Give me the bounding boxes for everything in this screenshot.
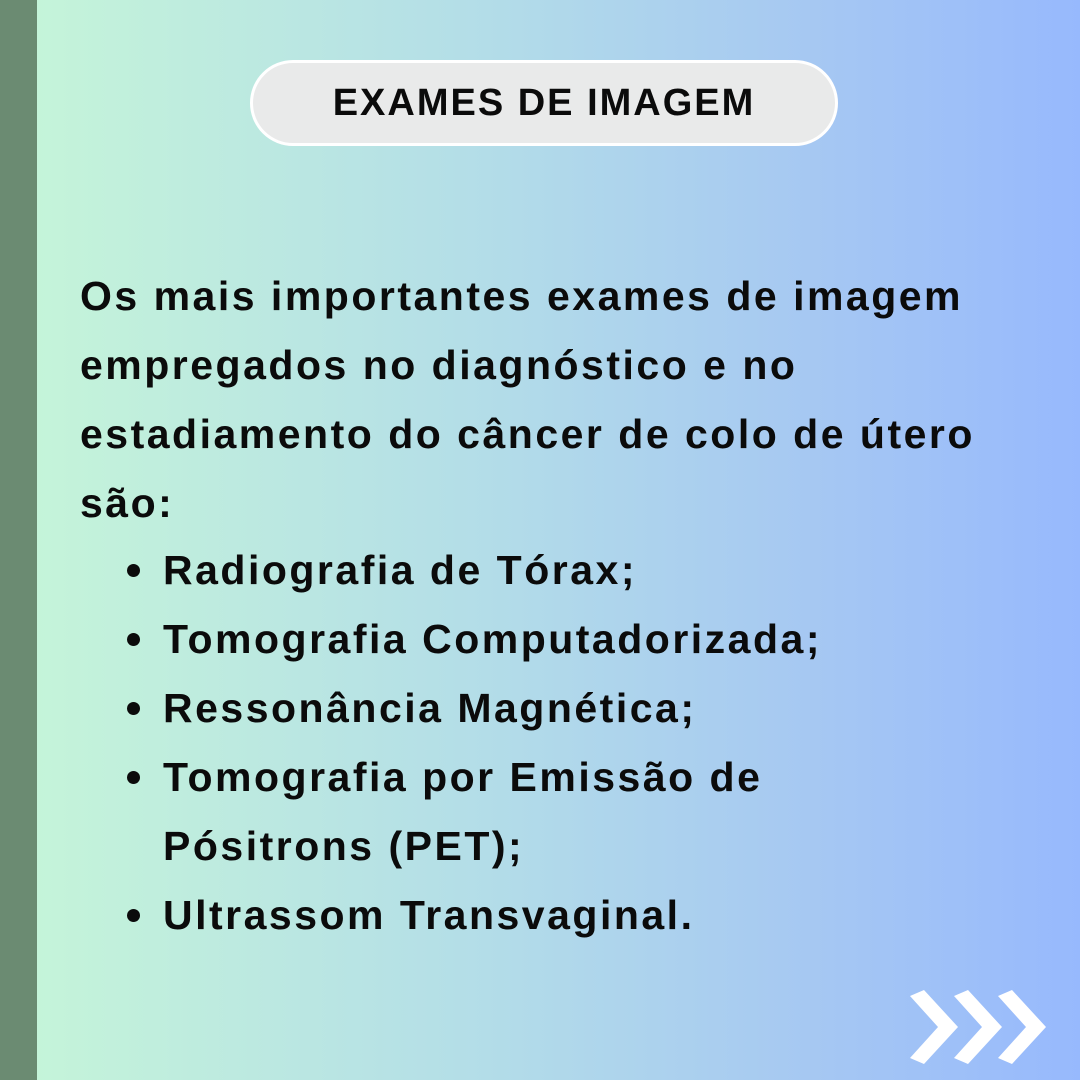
list-item	[163, 881, 983, 950]
side-bar	[0, 0, 37, 1080]
bullet-icon	[127, 702, 140, 715]
exam-list	[163, 536, 983, 950]
bullet-icon	[127, 771, 140, 784]
list-item	[163, 743, 983, 881]
list-item-label: Ressonância Magnética;	[163, 685, 697, 731]
bullet-icon	[127, 564, 140, 577]
intro-paragraph: Os mais importantes exames de imagem empregados no diagnóstico e no estadiamento do câncer de colo de útero são:	[80, 273, 975, 526]
list-item	[163, 605, 983, 674]
triple-chevron-right-icon[interactable]	[910, 990, 1050, 1064]
list-item	[163, 536, 983, 605]
title-pill	[250, 60, 838, 146]
page-title: EXAMES DE IMAGEM	[332, 81, 756, 124]
list-item-label: Radiografia de Tórax;	[163, 547, 637, 593]
bullet-icon	[127, 909, 140, 922]
list-item-label: Ultrassom Transvaginal.	[163, 892, 695, 938]
list-item-label: Tomografia por Emissão de Pósitrons (PET);	[163, 754, 763, 869]
list-item	[163, 674, 983, 743]
bullet-icon	[127, 633, 140, 646]
list-item-label: Tomografia Computadorizada;	[163, 616, 822, 662]
